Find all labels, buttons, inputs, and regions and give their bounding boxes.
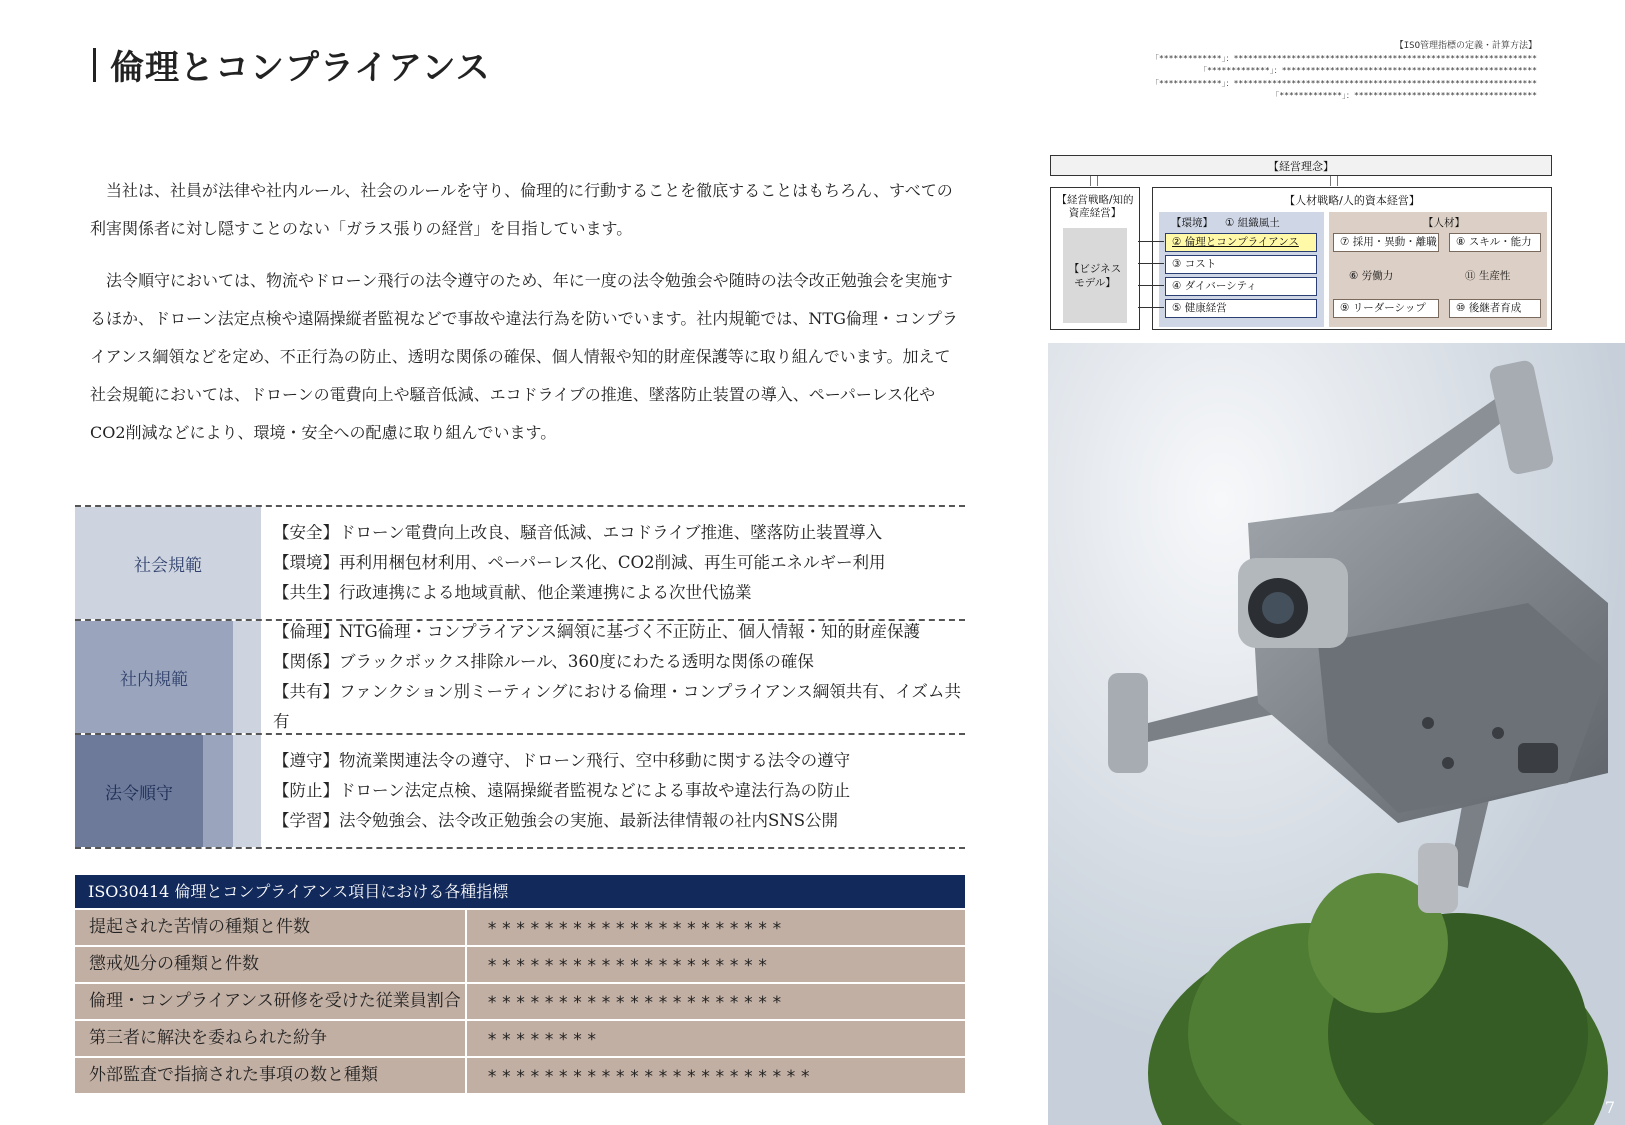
diagram-strategy-box [1050, 187, 1140, 330]
diagram-arrow [1138, 241, 1164, 242]
diagram-item-ethics: ② 倫理とコンプライアンス [1165, 233, 1317, 252]
iso-definition-note [1077, 40, 1537, 103]
indicator-name: 外部監査で指摘された事項の数と種類 [75, 1058, 467, 1093]
table-row [75, 1021, 965, 1056]
norm-item: 【倫理】NTG倫理・コンプライアンス綱領に基づく不正防止、個人情報・知的財産保護 [273, 622, 920, 641]
diagram-culture: ① 組織風土 [1225, 217, 1280, 229]
diagram-item-workforce: ⑥ 労働力 [1349, 270, 1394, 282]
indicator-name: 倫理・コンプライアンス研修を受けた従業員割合 [75, 984, 467, 1019]
intro-paragraph: 当社は、社員が法律や社内ルール、社会のルールを守り、倫理的に行動することを徹底することはもちろん、すべての利害関係者に対し隠すことのない「ガラス張りの経営」を目指しています。 [90, 181, 953, 238]
diagram-item-health: ⑤ 健康経営 [1165, 299, 1317, 318]
diagram-strategy-head: 【経営戦略/知的資産経営】 [1056, 194, 1134, 219]
table-row [75, 1058, 965, 1093]
norm-row-internal [75, 621, 965, 735]
norms-table [75, 505, 965, 849]
norm-item: 【共生】行政連携による地域貢献、他企業連携による次世代協業 [273, 583, 752, 602]
drone-photo [1048, 343, 1625, 1125]
iso-note-line: 「*************」：*************************************************************** [1150, 53, 1537, 63]
norm-item: 【共有】ファンクション別ミーティングにおける倫理・コンプライアンス綱領共有、イズム共有 [273, 682, 962, 731]
title-accent-bar [93, 48, 96, 82]
norm-items [273, 621, 965, 733]
iso-note-line: 「*************」：***************************************************** [1199, 66, 1537, 75]
diagram-item-productivity: ⑪ 生産性 [1465, 270, 1511, 282]
table-row [75, 947, 965, 982]
norm-row-legal [75, 735, 965, 849]
norm-item: 【安全】ドローン電費向上改良、騒音低減、エコドライブ推進、墜落防止装置導入 [273, 523, 883, 542]
indicator-value: ******** [487, 1030, 601, 1050]
page-title: 倫理とコンプライアンス [110, 48, 491, 88]
norm-items [273, 507, 965, 619]
norm-label: 社内規範 [120, 669, 188, 690]
diagram-item-cost: ③ コスト [1165, 255, 1317, 274]
drone-illustration [1048, 343, 1625, 1125]
indicator-value: ******************** [487, 956, 772, 976]
diagram-item-succession: ⑩ 後継者育成 [1449, 299, 1541, 318]
iso-note-heading: 【ISO管理指標の定義・計算方法】 [1394, 41, 1537, 51]
indicators-table [75, 875, 965, 1093]
norm-item: 【遵守】物流業関連法令の遵守、ドローン飛行、空中移動に関する法令の遵守 [273, 751, 851, 770]
diagram-item-leadership: ⑨ リーダーシップ [1333, 299, 1439, 318]
iso-note-line: 「*************」：************************************** [1271, 91, 1537, 100]
table-row [75, 984, 965, 1019]
iso-note-line: 「*************」：*************************************************************** [1150, 78, 1537, 88]
diagram-arrow [1138, 263, 1164, 264]
diagram-hr-box [1152, 187, 1552, 330]
page-number: 7 [1604, 1098, 1615, 1117]
management-framework-diagram [1050, 155, 1552, 330]
indicator-value: ********************* [487, 993, 786, 1013]
diagram-hr-head: 【人材戦略/人的資本経営】 [1284, 194, 1420, 207]
diagram-connector [1090, 176, 1098, 186]
intro-paragraph: 法令順守においては、物流やドローン飛行の法令遵守のため、年に一度の法令勉強会や随時の法令改正勉強会を実施するほか、ドローン法定点検や遠隔操縦者監視などで事故や違法行為を防いでいます。社内規範では、NTG倫理・コンプライアンス綱領などを定め、不正行為の防止、透明な関係の確保、個人情報や知的財産保護等に取り組んでいます。加えて社会規範においては、ドローンの電費向上や騒音低減、エコドライブの推進、墜落防止装置の導入、ペーパーレス化やCO2削減などにより、環境・安全への配慮に取り組んでいます。 [90, 271, 958, 442]
intro-text [90, 172, 960, 452]
norm-row-social [75, 505, 965, 621]
table-row [75, 910, 965, 945]
diagram-item-skills: ⑧ スキル・能力 [1449, 233, 1541, 252]
diagram-connector [1330, 176, 1338, 186]
norm-item: 【学習】法令勉強会、法令改正勉強会の実施、最新法律情報の社内SNS公開 [273, 811, 839, 830]
diagram-people-head: 【人材】 [1423, 217, 1465, 229]
indicators-heading: ISO30414 倫理とコンプライアンス項目における各種指標 [75, 875, 965, 908]
norm-item: 【環境】再利用梱包材利用、ペーパーレス化、CO2削減、再生可能エネルギー利用 [273, 553, 886, 572]
diagram-business-model: 【ビジネスモデル】 [1063, 228, 1127, 323]
diagram-philosophy-box: 【経営理念】 [1050, 155, 1552, 176]
norm-item: 【防止】ドローン法定点検、遠隔操縦者監視などによる事故や違法行為の防止 [273, 781, 851, 800]
indicator-name: 第三者に解決を委ねられた紛争 [75, 1021, 467, 1056]
diagram-item-hiring: ⑦ 採用・異動・離職 [1333, 233, 1439, 252]
indicator-value: *********************** [487, 1067, 815, 1087]
diagram-env-head: 【環境】 [1171, 217, 1213, 229]
diagram-item-diversity: ④ ダイバーシティ [1165, 277, 1317, 296]
norm-label: 社会規範 [134, 555, 202, 576]
diagram-arrow [1138, 285, 1164, 286]
norm-item: 【関係】ブラックボックス排除ルール、360度にわたる透明な関係の確保 [273, 652, 814, 671]
indicator-name: 提起された苦情の種類と件数 [75, 910, 467, 945]
norm-items [273, 735, 965, 847]
indicator-name: 懲戒処分の種類と件数 [75, 947, 467, 982]
indicator-value: ********************* [487, 919, 786, 939]
norm-label: 法令順守 [105, 783, 173, 804]
diagram-arrow [1138, 307, 1164, 308]
